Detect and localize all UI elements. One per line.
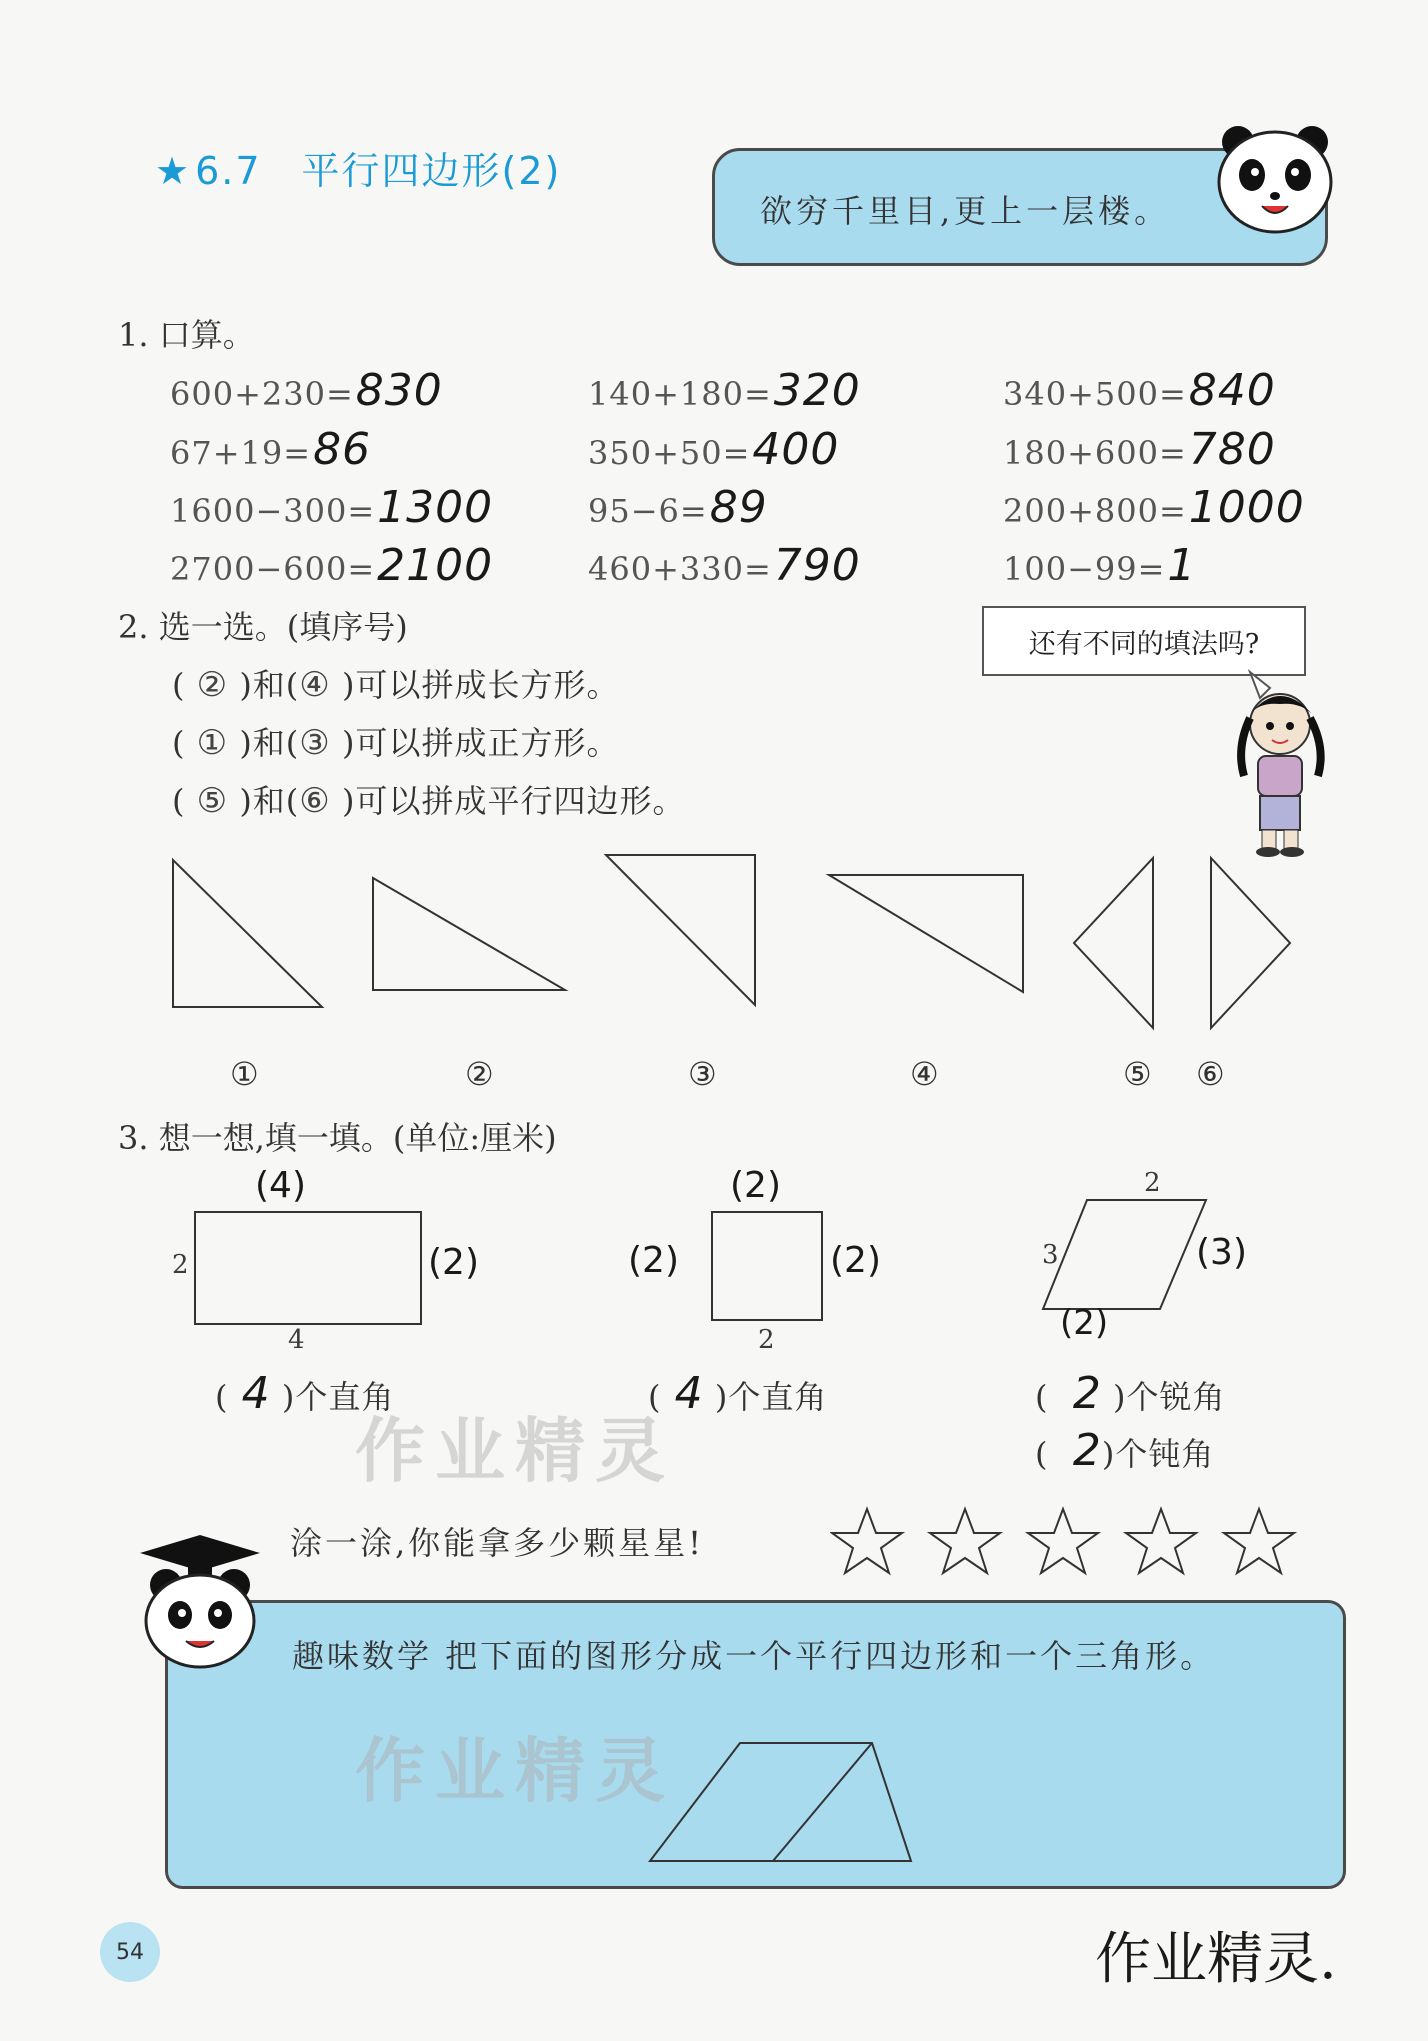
panda-icon [1210,120,1340,240]
answer-suffix: )个锐角 [1113,1378,1226,1416]
q1-expr: 600+230= [170,375,354,413]
q2-answer-b[interactable]: ⑥ [299,781,331,821]
q1-answer[interactable]: 830 [355,365,443,416]
q1-item [588,482,768,533]
shape-label-1: ① [230,1055,260,1093]
square-shape [710,1210,825,1323]
para-top-length: 2 [1144,1168,1161,1198]
paren-open: ( [215,1378,229,1416]
q2-answer-a[interactable]: ① [196,723,229,763]
division-line [773,1743,872,1861]
star-rating [830,1505,1300,1580]
parallelogram-shape [1040,1198,1210,1313]
rect-angle-answer[interactable]: 4 [241,1368,271,1419]
watermark: 作业精灵 [355,1410,675,1492]
star-icon [832,1509,902,1573]
q3-label: 3. 想一想,填一填。(单位:厘米) [118,1119,557,1157]
para-obtuse-angles [1035,1425,1214,1476]
paren-open: ( [172,782,186,820]
page-title [155,140,561,195]
para-bottom-length[interactable]: (2) [1060,1303,1109,1343]
q2-line [172,718,619,764]
graduate-panda-icon [130,1535,280,1675]
page-number: 54 [100,1922,160,1982]
q2-answer-a[interactable]: ⑤ [196,781,229,821]
answer-suffix: )个钝角 [1101,1435,1215,1473]
q1-answer[interactable]: 840 [1188,365,1276,416]
stars-prompt: 涂一涂,你能拿多少颗星星! [290,1524,705,1562]
q1-expr: 200+800= [1003,492,1187,530]
square-bottom-length: 2 [758,1325,775,1355]
q2-line-text: )可以拼成平行四边形。 [341,782,686,820]
section-number: 6.7 [195,149,262,193]
q1-answer[interactable]: 320 [773,365,861,416]
triangle-6 [1211,858,1290,1028]
square-top-length[interactable]: (2) [730,1165,781,1206]
triangle-5 [1074,858,1153,1028]
q1-item [588,365,861,416]
q1-answer[interactable]: 780 [1188,424,1276,475]
q1-expr: 2700−600= [170,550,376,588]
square-angle-answer[interactable]: 4 [674,1368,704,1419]
paren-open: ( [648,1378,662,1416]
para-left-length: 3 [1042,1240,1059,1270]
handwritten-signature: 作业精灵. [1095,1927,1337,1992]
q1-expr: 340+500= [1003,375,1187,413]
title-star: ★ [155,149,192,193]
star-icon [1028,1509,1098,1573]
q1-answer[interactable]: 790 [773,540,861,591]
rectangle-shape [193,1210,423,1326]
q1-expr: 350+50= [588,434,751,472]
q2-connector: )和( [239,666,300,704]
q2-line [172,776,685,822]
q1-answer[interactable]: 89 [709,482,768,533]
paren-open: ( [172,666,186,704]
q2-answer-b[interactable]: ③ [299,723,331,763]
q1-item [170,482,493,533]
q2-answer-a[interactable]: ② [196,665,229,705]
shape-label-5: ⑤ [1123,1055,1153,1093]
paren-open: ( [1035,1435,1049,1473]
shape-label-6: ⑥ [1196,1055,1226,1093]
q1-item [588,540,861,591]
q1-expr: 1600−300= [170,492,376,530]
q1-item [170,365,443,416]
obtuse-angle-answer[interactable]: 2 [1072,1425,1102,1476]
answer-suffix: )个直角 [714,1378,828,1416]
rect-left-length: 2 [172,1250,189,1280]
acute-angle-answer[interactable]: 2 [1072,1368,1102,1419]
q1-expr: 180+600= [1003,434,1187,472]
q1-expr: 100−99= [1003,550,1166,588]
q1-answer[interactable]: 1300 [377,482,494,533]
triangle-2 [373,878,565,990]
q1-expr: 140+180= [588,375,772,413]
shape-label-4: ④ [910,1055,940,1093]
q1-item [170,424,371,475]
rect-right-length[interactable]: (2) [428,1242,479,1283]
square-left-length[interactable]: (2) [628,1240,679,1281]
triangle-1 [173,860,322,1007]
q1-answer[interactable]: 2100 [377,540,494,591]
q1-item [1003,424,1276,475]
q2-connector: )和( [239,782,300,820]
answer-suffix: )个直角 [281,1378,395,1416]
star-icon [1126,1509,1196,1573]
q1-item [1003,365,1276,416]
girl-illustration [1200,668,1360,858]
q1-item [1003,540,1196,591]
section-title: 平行四边形(2) [301,149,562,193]
q1-label: 1. 口算。 [118,316,255,354]
para-acute-angles [1035,1368,1226,1419]
watermark: 作业精灵 [355,1730,675,1812]
fun-math-text: 趣味数学 把下面的图形分成一个平行四边形和一个三角形。 [292,1637,1216,1675]
motto-text: 欲穷千里目,更上一层楼。 [760,192,1171,230]
star-icon [930,1509,1000,1573]
rect-top-length[interactable]: (4) [255,1165,306,1206]
paren-open: ( [1035,1378,1049,1416]
q1-item [1003,482,1305,533]
q1-expr: 460+330= [588,550,772,588]
square-right-length[interactable]: (2) [830,1240,881,1281]
trapezoid-figure [648,1740,918,1865]
q1-answer[interactable]: 1000 [1188,482,1305,533]
q1-answer[interactable]: 86 [313,424,372,475]
q2-answer-b[interactable]: ④ [299,665,331,705]
star-icon [1224,1509,1294,1573]
triangle-3 [606,855,755,1005]
shape-label-3: ③ [688,1055,718,1093]
rect-bottom-length: 4 [288,1325,305,1355]
q2-line-text: )可以拼成长方形。 [341,666,620,704]
q2-line-text: )可以拼成正方形。 [341,724,620,762]
shape-label-2: ② [465,1055,495,1093]
speech-bubble: 还有不同的填法吗? [982,606,1306,676]
q2-label: 2. 选一选。(填序号) [118,608,408,646]
q2-connector: )和( [239,724,300,762]
triangle-4 [829,875,1023,992]
q1-expr: 67+19= [170,434,312,472]
paren-open: ( [172,724,186,762]
q1-expr: 95−6= [588,492,708,530]
q1-item [170,540,493,591]
q1-answer[interactable]: 1 [1167,540,1197,591]
para-right-length[interactable]: (3) [1196,1232,1247,1273]
q2-shapes [150,850,1300,1040]
q1-item [588,424,839,475]
q2-line [172,660,619,706]
q1-answer[interactable]: 400 [752,424,840,475]
